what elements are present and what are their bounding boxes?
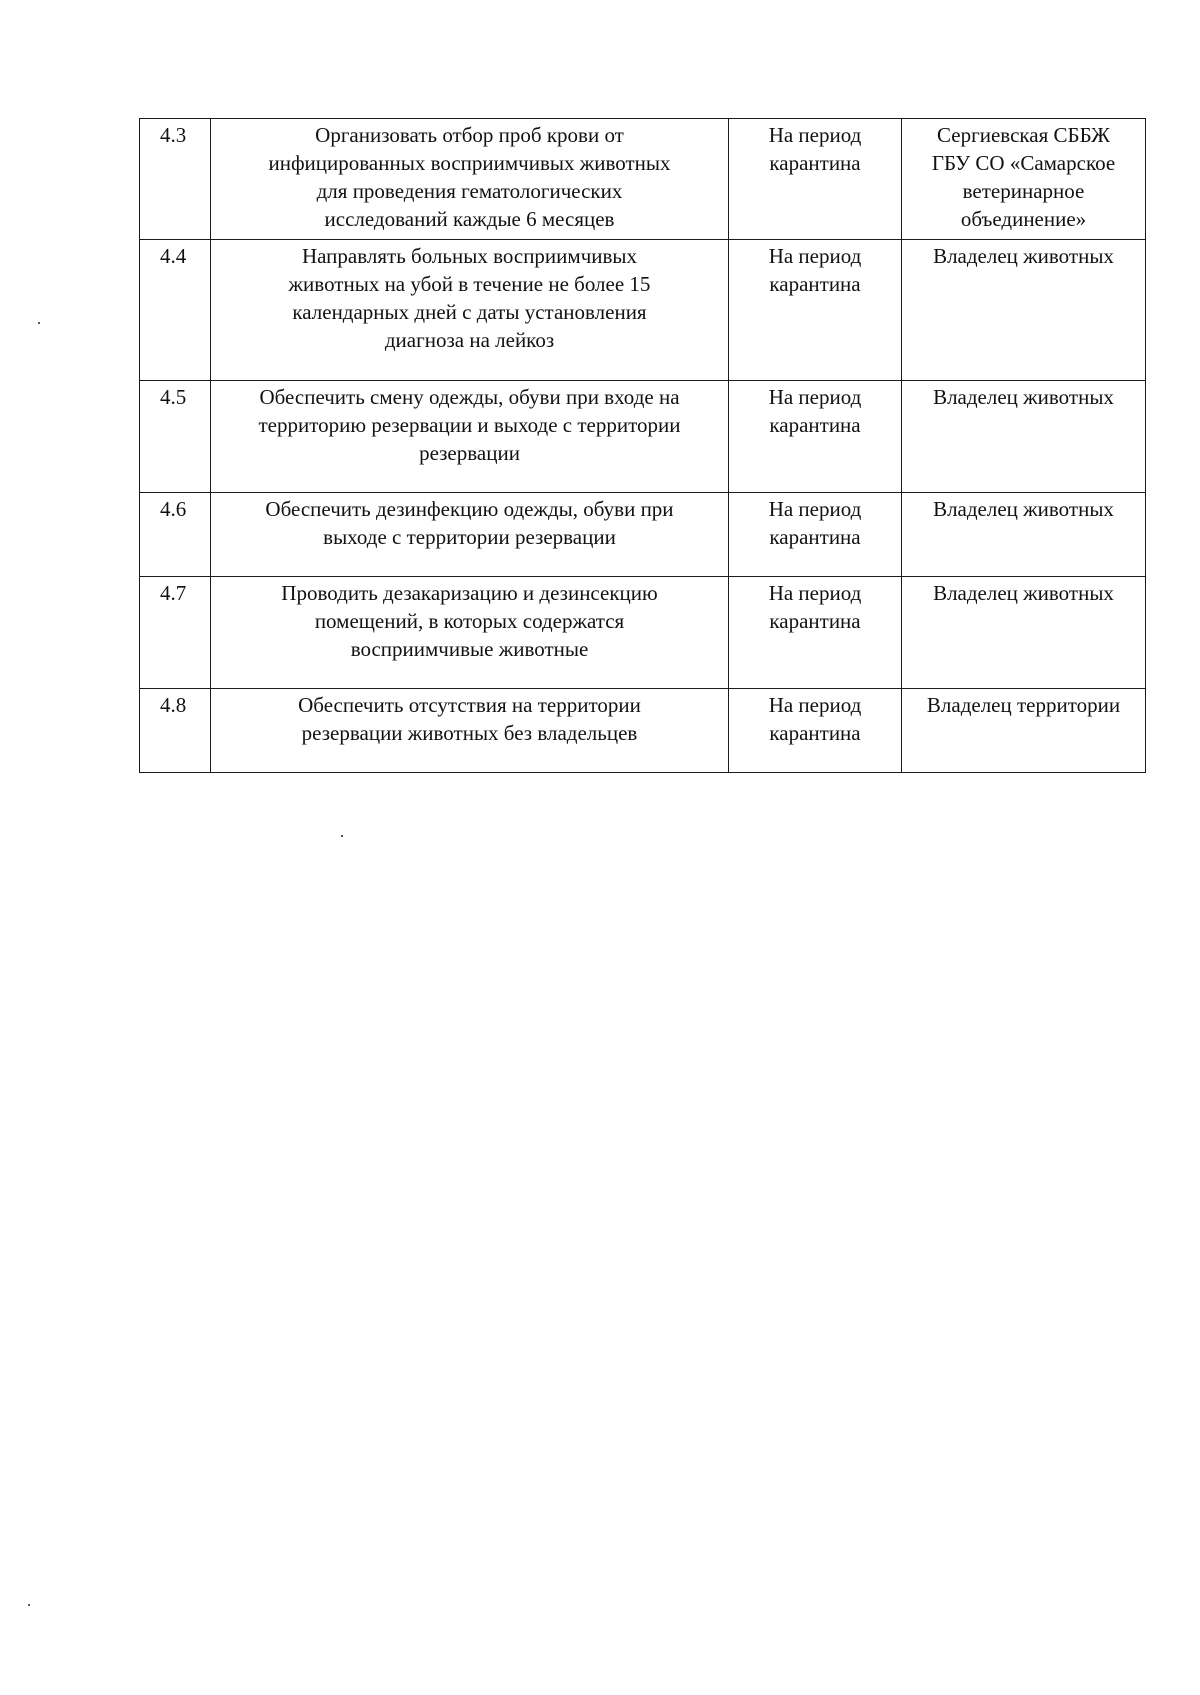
action-cell	[211, 689, 729, 773]
responsible-cell	[902, 240, 1146, 381]
action-line: Обеспечить дезинфекцию одежды, обуви при	[265, 497, 674, 521]
item-number: 4.7	[140, 577, 211, 689]
table-row	[140, 689, 1146, 773]
responsible-cell	[902, 119, 1146, 240]
scan-speck	[341, 835, 343, 837]
action-line: для проведения гематологических	[316, 179, 623, 203]
item-number: 4.4	[140, 240, 211, 381]
item-number: 4.8	[140, 689, 211, 773]
scan-speck	[28, 1604, 30, 1606]
action-line: помещений, в которых содержатся	[314, 609, 625, 633]
period-line: карантина	[769, 525, 861, 549]
responsible-cell	[902, 493, 1146, 577]
period-line: На период	[768, 581, 862, 605]
period-line: карантина	[769, 272, 861, 296]
action-line: календарных дней с даты установления	[292, 300, 647, 324]
table-row	[140, 381, 1146, 493]
period-cell	[729, 381, 902, 493]
responsible-line: Владелец территории	[926, 693, 1121, 717]
action-line: резервации животных без владельцев	[301, 721, 638, 745]
period-cell	[729, 119, 902, 240]
responsible-cell	[902, 689, 1146, 773]
action-line: Обеспечить отсутствия на территории	[298, 693, 641, 717]
action-line: Проводить дезакаризацию и дезинсекцию	[281, 581, 658, 605]
action-line: инфицированных восприимчивых животных	[268, 151, 671, 175]
action-line: выходе с территории резервации	[323, 525, 616, 549]
action-line: животных на убой в течение не более 15	[288, 272, 651, 296]
action-line: исследований каждые 6 месяцев	[324, 207, 615, 231]
responsible-cell	[902, 577, 1146, 689]
action-cell	[211, 493, 729, 577]
item-number: 4.5	[140, 381, 211, 493]
responsible-line: Владелец животных	[933, 385, 1114, 409]
responsible-cell	[902, 381, 1146, 493]
period-cell	[729, 577, 902, 689]
period-line: карантина	[769, 609, 861, 633]
item-number: 4.6	[140, 493, 211, 577]
period-line: На период	[768, 385, 862, 409]
action-line: Обеспечить смену одежды, обуви при входе на	[259, 385, 680, 409]
period-line: На период	[768, 693, 862, 717]
period-line: карантина	[769, 721, 861, 745]
period-line: На период	[768, 123, 862, 147]
period-cell	[729, 240, 902, 381]
responsible-line: Владелец животных	[933, 244, 1114, 268]
item-number: 4.3	[140, 119, 211, 240]
action-cell	[211, 381, 729, 493]
table-row	[140, 119, 1146, 240]
measures-table	[139, 118, 1146, 773]
period-line: На период	[768, 497, 862, 521]
action-cell	[211, 240, 729, 381]
responsible-line: ветеринарное	[962, 179, 1085, 203]
period-cell	[729, 493, 902, 577]
action-cell	[211, 577, 729, 689]
action-line: диагноза на лейкоз	[384, 328, 555, 352]
action-line: Организовать отбор проб крови от	[315, 123, 624, 147]
responsible-line: Владелец животных	[933, 497, 1114, 521]
action-line: резервации	[419, 441, 520, 465]
action-cell	[211, 119, 729, 240]
responsible-line: Сергиевская СББЖ	[937, 123, 1110, 147]
scan-speck	[38, 322, 40, 324]
responsible-line: объединение»	[960, 207, 1087, 231]
responsible-line: Владелец животных	[933, 581, 1114, 605]
period-line: карантина	[769, 151, 861, 175]
action-line: восприимчивые животные	[350, 637, 589, 661]
period-line: карантина	[769, 413, 861, 437]
table-row	[140, 493, 1146, 577]
action-line: территорию резервации и выходе с территории	[258, 413, 681, 437]
period-line: На период	[768, 244, 862, 268]
action-line: Направлять больных восприимчивых	[301, 244, 638, 268]
responsible-line: ГБУ СО «Самарское	[931, 151, 1116, 175]
period-cell	[729, 689, 902, 773]
table-row	[140, 577, 1146, 689]
table-row	[140, 240, 1146, 381]
